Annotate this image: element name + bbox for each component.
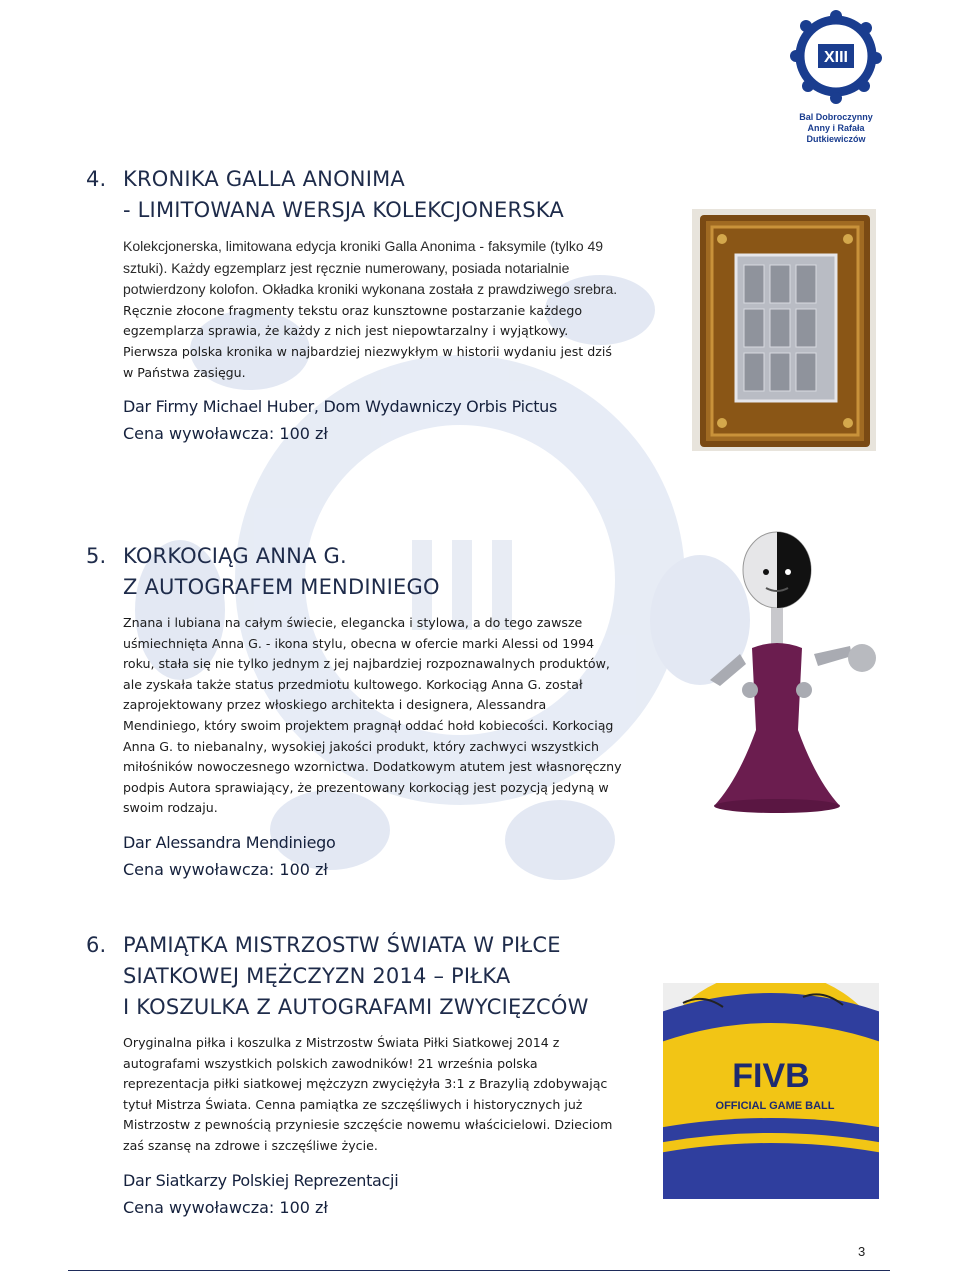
logo-numeral: XIII bbox=[823, 49, 849, 66]
item-6-price: Cena wywoławcza: 100 zł bbox=[123, 1197, 328, 1217]
logo-line-2: Anny i Rafała bbox=[807, 123, 865, 133]
logo-emblem-icon bbox=[786, 4, 886, 112]
ball-brand: FIVB bbox=[732, 1057, 810, 1095]
item-4-price: Cena wywoławcza: 100 zł bbox=[123, 424, 328, 444]
item-6-description: Oryginalna piłka i koszulka z Mistrzostw Świata Piłki Siatkowej 2014 z autografami wszystkich polskich zawodników! 21 września polska reprezentacja piłki siatkowej mężczyzn zwyciężyła 3:1 z Brazylią zdobywając tytuł Mistrza Świata. Cenna pamiątka ze szczęśliwych i historycznych już Mistrzostw z pewnością przyniesie szczęście nowemu właścicielowi. Dzieciom zaś szansę na zdrowe i szczęśliwe życie. bbox=[123, 1035, 613, 1153]
chronicle-book-photo bbox=[692, 209, 876, 451]
page-number: 3 bbox=[858, 1244, 866, 1259]
item-5-price: Cena wywoławcza: 100 zł bbox=[123, 859, 328, 879]
item-5-number: 5. bbox=[86, 544, 107, 568]
item-5-donor: Dar Alessandra Mendiniego bbox=[123, 832, 336, 852]
logo-line-1: Bal Dobroczynny bbox=[799, 112, 873, 122]
item-5-title-line-1: KORKOCIĄG ANNA G. bbox=[123, 544, 347, 568]
footer-divider bbox=[68, 1270, 890, 1271]
item-4-title bbox=[86, 164, 616, 226]
item-4-number: 4. bbox=[86, 167, 107, 191]
item-6-title-line-3: I KOSZULKA Z AUTOGRAFAMI ZWYCIĘZCÓW bbox=[123, 995, 589, 1019]
auction-item-5 bbox=[86, 541, 626, 879]
item-5-description: Znana i lubiana na całym świecie, elegancka i stylowa, a do tego zawsze uśmiechnięta Anna G. - ikona stylu, obecna w ofercie marki Alessi od 1994 roku, stała się nie tylko jednym z jej najbardziej rozpoznawalnych produktów, ale zyskała także status przedmiotu kultowego. Korkociąg Anna G. został zaprojektowany przez włoskiego architekta i designera, Alessandra Mendiniego, który swoim projektem pragnął oddać hołd kobiecości. Korkociąg Anna G. to niebanalny, wysokiej jakości produkt, który zachwyci wszystkich miłośników nowoczesnego wzornictwa. Dodatkowym atutem jest własnoręczny podpis Autora sprawiający, że prezentowany korkociąg jest pozycją jedyną w swoim rodzaju. bbox=[123, 615, 622, 816]
charity-ball-logo bbox=[786, 4, 886, 154]
item-6-title bbox=[86, 930, 646, 1023]
item-5-title-line-2: Z AUTOGRAFEM MENDINIEGO bbox=[123, 575, 440, 599]
item-6-number: 6. bbox=[86, 933, 107, 957]
item-4-donor: Dar Firmy Michael Huber, Dom Wydawniczy Orbis Pictus bbox=[123, 397, 558, 417]
logo-line-3: Dutkiewiczów bbox=[806, 134, 866, 144]
item-6-donor: Dar Siatkarzy Polskiej Reprezentacji bbox=[123, 1170, 399, 1190]
item-4-description: Ręcznie złocone fragmenty tekstu oraz kunsztowne postarzanie każdego egzemplarza sprawia, że każdy z nich jest niepowtarzalny i wyjątkowy. Pierwsza polska kronika w najbardziej niezwykłym w historii wydaniu jest dziś w Państwa zasięgu. bbox=[123, 302, 612, 380]
item-6-title-line-2: SIATKOWEJ MĘŻCZYZN 2014 – PIŁKA bbox=[123, 964, 511, 988]
auction-item-4 bbox=[86, 164, 616, 443]
anna-g-corkscrew-photo bbox=[680, 530, 930, 830]
item-6-title-line-1: PAMIĄTKA MISTRZOSTW ŚWIATA W PIŁCE bbox=[123, 933, 561, 957]
item-4-title-line-1: KRONIKA GALLA ANONIMA bbox=[123, 167, 405, 191]
ball-label: OFFICIAL GAME BALL bbox=[715, 1100, 835, 1112]
item-4-title-line-2: - LIMITOWANA WERSJA KOLEKCJONERSKA bbox=[123, 198, 564, 222]
volleyball-photo bbox=[663, 983, 879, 1199]
item-5-title bbox=[86, 541, 626, 603]
auction-item-6 bbox=[86, 930, 646, 1217]
item-4-intro: Kolekcjonerska, limitowana edycja kroniki Galla Anonima - faksymile (tylko 49 sztuki). Każdy egzemplarz jest ręcznie numerowany, posiada notarialnie potwierdzony kolofon. Okładka kroniki wykonana została z prawdziwego srebra. bbox=[123, 238, 618, 298]
